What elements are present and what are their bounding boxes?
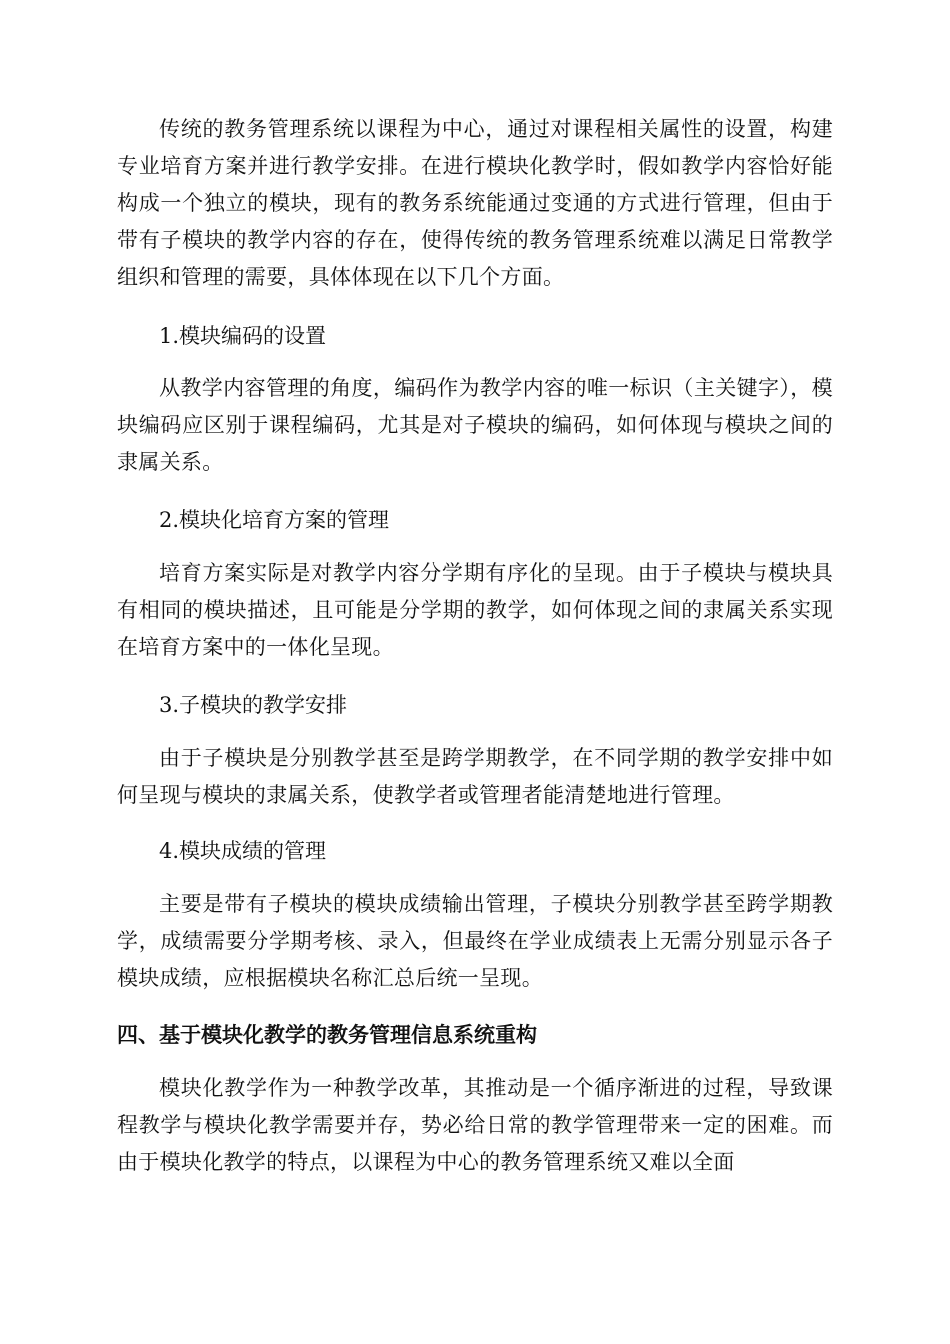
section-4-paragraph: 模块化教学作为一种教学改革，其推动是一个循序渐进的过程，导致课程教学与模块化教学需要并存，势必给日常的教学管理带来一定的困难。而由于模块化教学的特点，以课程为中心的教务管理系统又难以全面 [117,1076,833,1174]
item-3-title: 3.子模块的教学安排 [159,693,348,717]
item-4-paragraph: 主要是带有子模块的模块成绩输出管理，子模块分别教学甚至跨学期教学，成绩需要分学期考核、录入，但最终在学业成绩表上无需分别显示各子模块成绩，应根据模块名称汇总后统一呈现。 [117,892,833,990]
item-2-paragraph: 培育方案实际是对教学内容分学期有序化的呈现。由于子模块与模块具有相同的模块描述，且可能是分学期的教学，如何体现之间的隶属关系实现在培育方案中的一体化呈现。 [117,561,833,659]
section-4-heading: 四、基于模块化教学的教务管理信息系统重构 [117,1023,537,1047]
item-2-title: 2.模块化培育方案的管理 [159,508,390,532]
item-1-paragraph: 从教学内容管理的角度，编码作为教学内容的唯一标识（主关键字），模块编码应区别于课程编码，尤其是对子模块的编码，如何体现与模块之间的隶属关系。 [117,376,833,474]
item-1-title: 1.模块编码的设置 [159,324,327,348]
intro-paragraph: 传统的教务管理系统以课程为中心，通过对课程相关属性的设置，构建专业培育方案并进行教学安排。在进行模块化教学时，假如教学内容恰好能构成一个独立的模块，现有的教务系统能通过变通的方式进行管理，但由于带有子模块的教学内容的存在，使得传统的教务管理系统难以满足日常教学组织和管理的需要，具体体现在以下几个方面。 [117,117,833,289]
item-3-paragraph: 由于子模块是分别教学甚至是跨学期教学，在不同学期的教学安排中如何呈现与模块的隶属关系，使教学者或管理者能清楚地进行管理。 [117,746,833,807]
item-4-title: 4.模块成绩的管理 [159,839,327,863]
